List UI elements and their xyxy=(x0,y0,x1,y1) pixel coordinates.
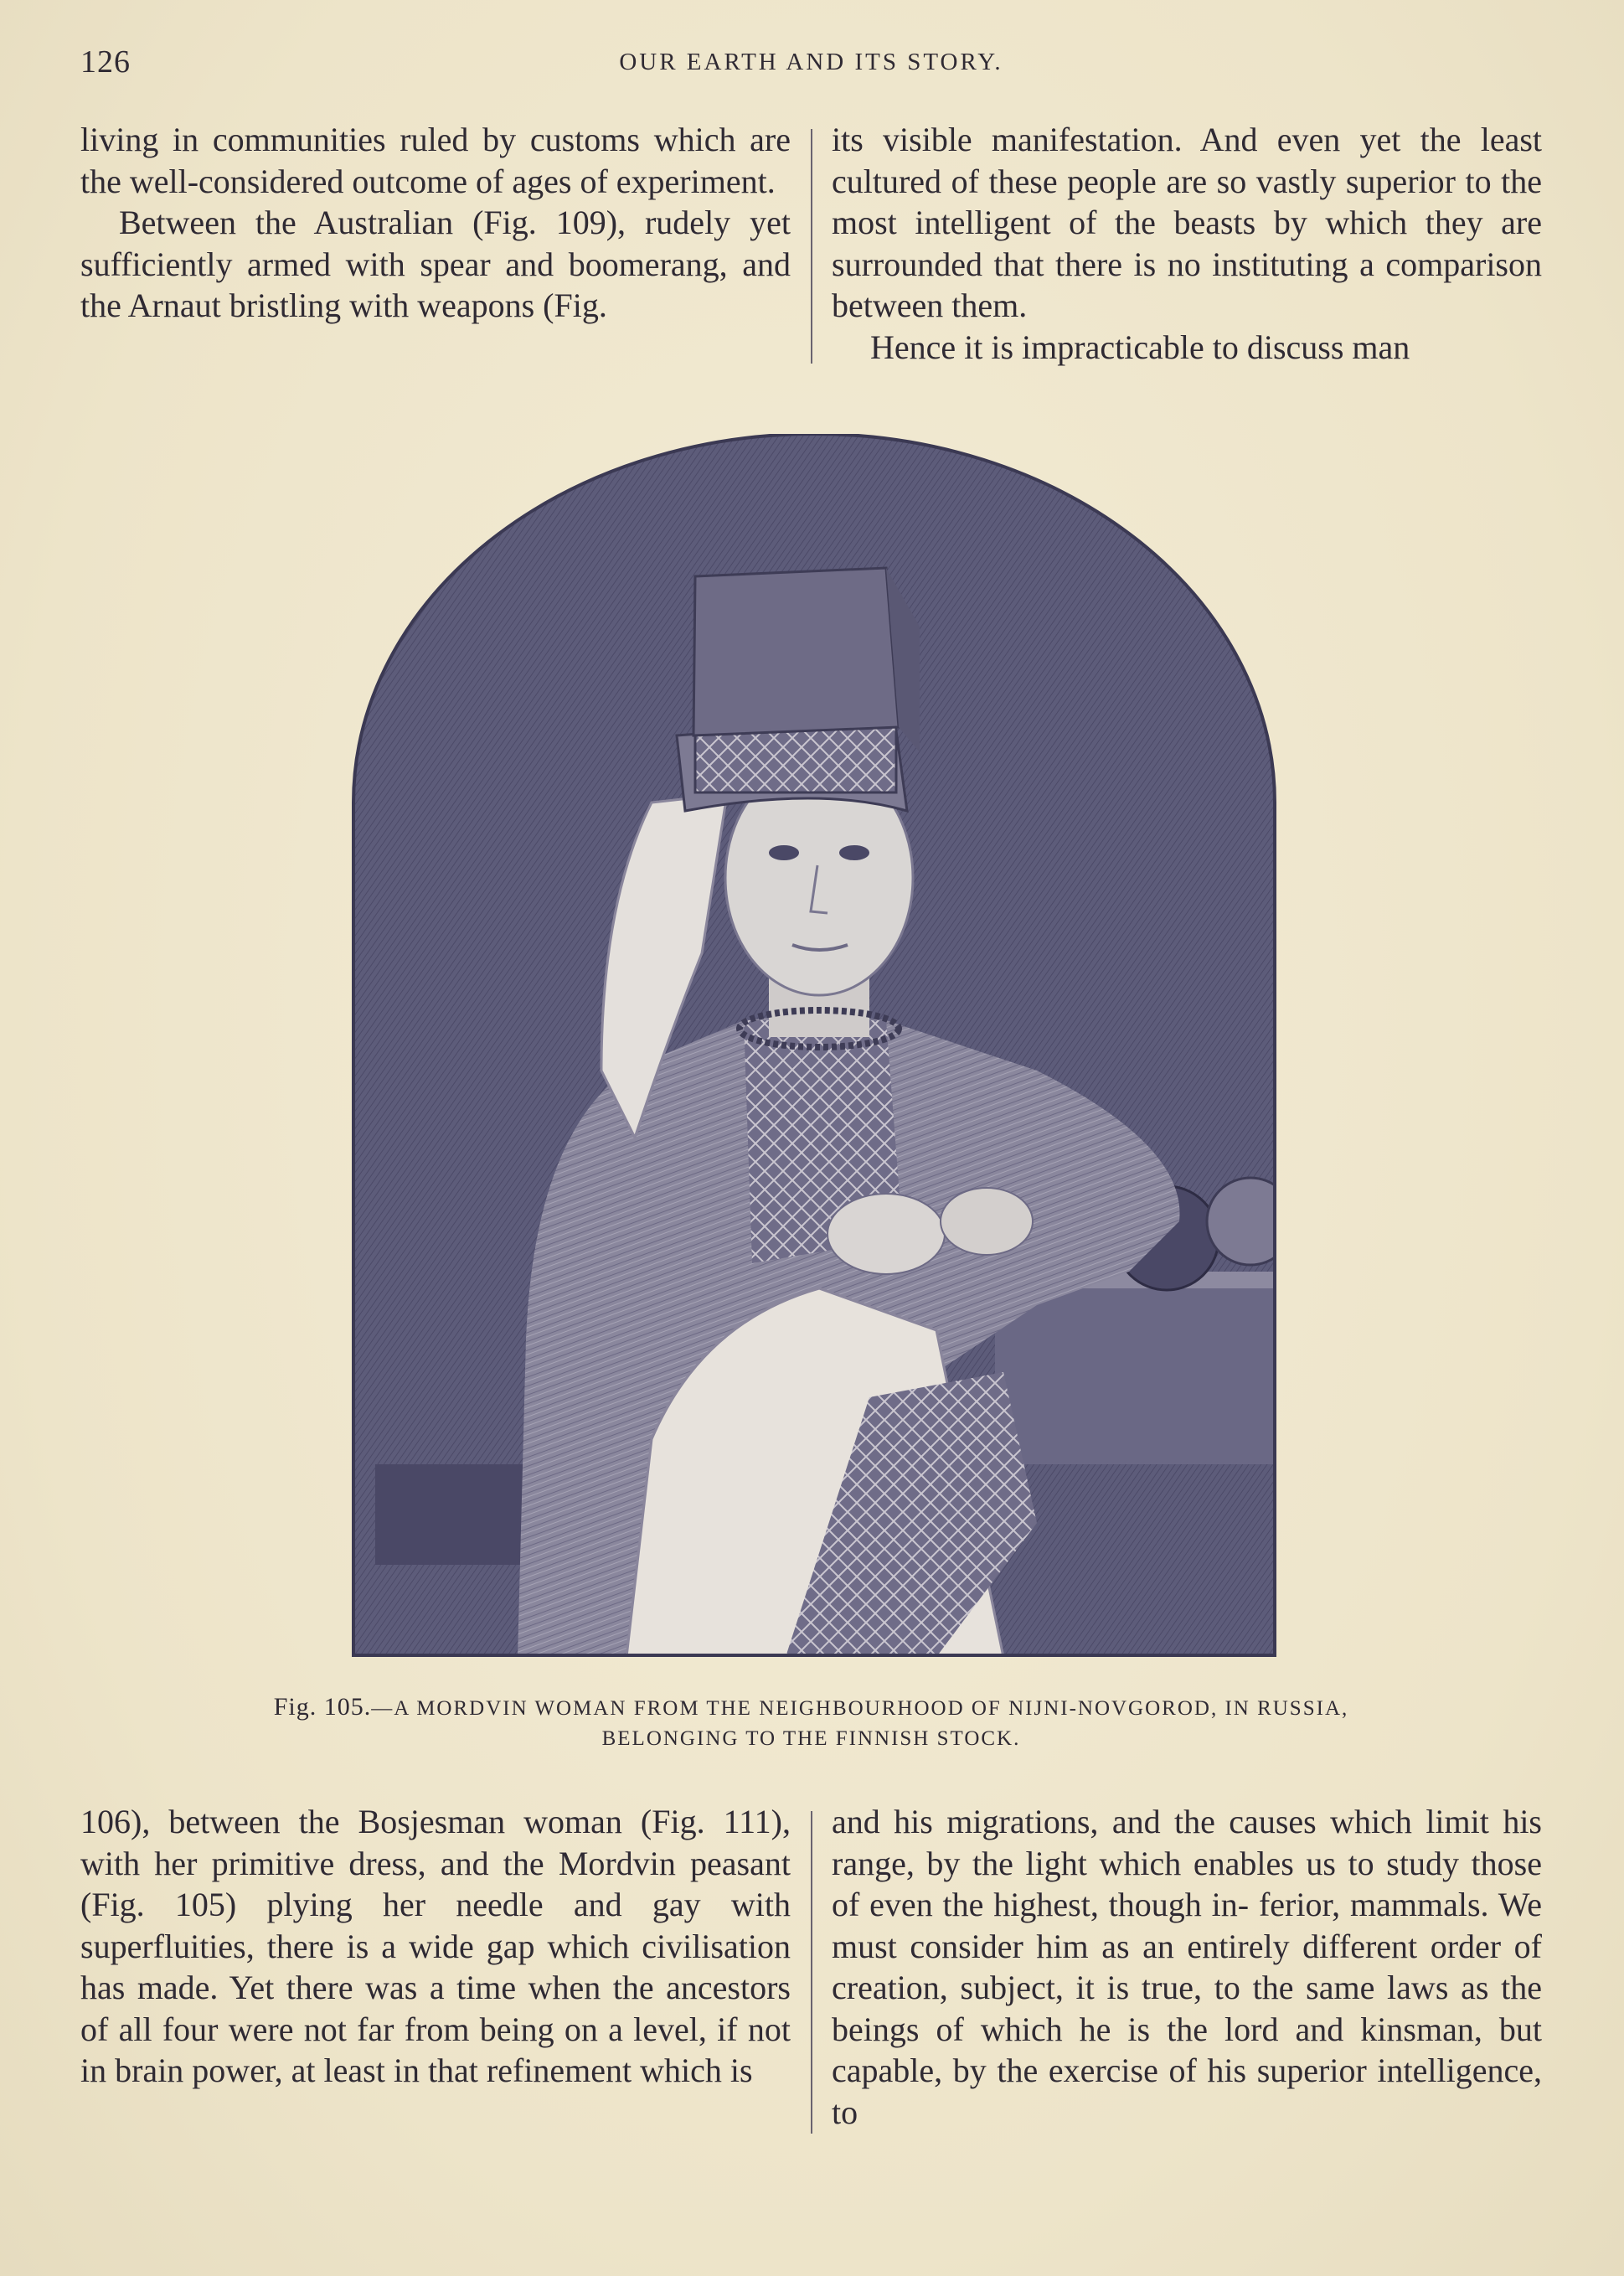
bottom-text-columns xyxy=(80,1801,1542,2136)
paragraph: its visible manifestation. And even yet the least cultured of these people are so vastly superior to the most intelligent of the beasts by which they are surrounded that there is no instituting a comparison between them. xyxy=(832,121,1542,324)
caption-line-1 xyxy=(80,1692,1542,1724)
top-text-columns xyxy=(80,119,1542,370)
engraving-figure xyxy=(350,434,1278,1659)
paragraph: living in communities ruled by customs which are the well-considered outcome of ages of experiment. xyxy=(80,121,791,200)
figure-label: Fig. 105. xyxy=(273,1693,372,1721)
paragraph: and his migrations, and the causes which limit his range, by the light which enables us to study those of even the highest, though in- ferior, mammals. We must consider him as an entirely different order of creation, subject, it is true, to the same laws as the beings of which he is the lord and kinsman, but capable, by the exercise of his superior intelligence, to xyxy=(832,1803,1542,2131)
figure-caption xyxy=(80,1692,1542,1754)
caption-line-2: BELONGING TO THE FINNISH STOCK. xyxy=(601,1727,1021,1750)
caption-text: —A MORDVIN WOMAN FROM THE NEIGHBOURHOOD OF NIJNI-NOVGOROD, IN RUSSIA, xyxy=(371,1697,1349,1720)
running-title: OUR EARTH AND ITS STORY. xyxy=(619,49,1003,75)
page-number: 126 xyxy=(80,44,131,80)
paragraph: Hence it is impracticable to discuss man xyxy=(870,328,1410,366)
top-left-column xyxy=(80,119,791,370)
top-right-column xyxy=(832,119,1542,370)
bottom-left-column xyxy=(80,1801,791,2136)
page-header xyxy=(80,44,1542,85)
mordvin-woman-engraving xyxy=(350,434,1278,1659)
paragraph: Between the Australian (Fig. 109), rudely yet sufficiently armed with spear and boomerang, and the Arnaut bristling with weapons (Fig. xyxy=(80,204,791,324)
column-divider xyxy=(811,129,812,364)
bottom-right-column xyxy=(832,1801,1542,2136)
paragraph: 106), between the Bosjesman woman (Fig. 111), with her primitive dress, and the Mordvin peasant (Fig. 105) plying her needle and gay with superfluities, there is a wide gap which civilisation has made. Yet there was a time when the ancestors of all four were not far from being on a level, if not in brain power, at least in that refinement which is xyxy=(80,1803,791,2089)
column-divider xyxy=(811,1811,812,2134)
